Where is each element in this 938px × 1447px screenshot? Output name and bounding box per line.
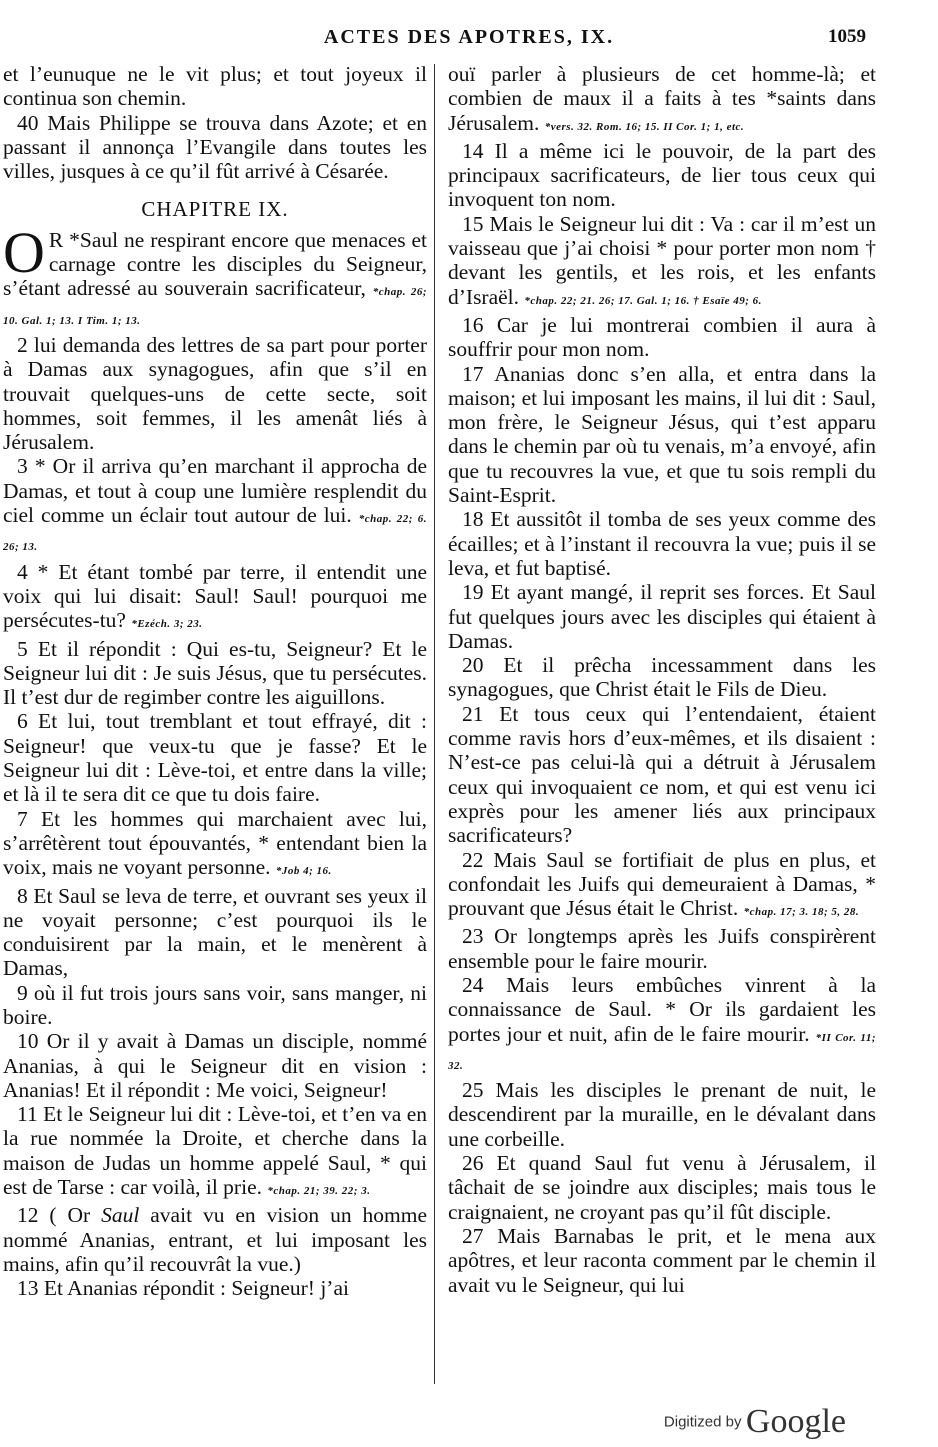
cross-reference: *Ezéch. 3; 23.	[131, 618, 203, 631]
verse-4	[3, 560, 427, 637]
verse-11	[3, 1102, 427, 1203]
cross-reference: *II Cor. 11; 32.	[448, 1031, 876, 1072]
verse-10: 10 Or il y avait à Damas un disciple, nommé Ananias, à qui le Seigneur dit en vision : Ananias! Et il répondit : Me voici, Seigneur!	[3, 1029, 427, 1102]
verse-20: 20 Et il prêcha incessamment dans les synagogues, que Christ était le Fils de Dieu.	[448, 653, 876, 702]
verse-12-rest: avait vu en vision un homme nommé Ananias, entrant, et lui imposant les mains, afin qu’il recouvrât la vue.)	[3, 1203, 427, 1276]
verse-1	[3, 219, 427, 333]
verse-26: 26 Et quand Saul fut venu à Jérusalem, il tâchait de se joindre aux disciples; mais tous le craignaient, ne croyant pas qu’il fût disciple.	[448, 1151, 876, 1224]
verse-22-text: 22 Mais Saul se fortifiait de plus en plus, et confondait les Juifs qui demeuraient à Damas, * prouvant que Jésus était le Christ.	[448, 847, 876, 921]
cross-reference: *chap. 22; 21. 26; 17. Gal. 1; 16. † Esaïe 49; 6.	[524, 294, 762, 307]
verse-13-cont-text: ouï parler à plusieurs de cet homme-là; et combien de maux il a faits à tes *saints dans Jérusalem.	[448, 62, 876, 135]
page-header	[0, 26, 938, 54]
verse-12-italic: Saul	[101, 1203, 140, 1228]
verse-8: 8 Et Saul se leva de terre, et ouvrant ses yeux il ne voyait personne; c’est pourquoi ils le conduisirent par la main, et le menèrent à Damas,	[3, 883, 427, 981]
verse-19: 19 Et ayant mangé, il reprit ses forces. Et Saul fut quelques jours avec les disciples qui étaient à Damas.	[448, 580, 876, 653]
verse-7-text: 7 Et les hommes qui marchaient avec lui, s’arrêtèrent tout épouvantés, * entendant bien la voix, mais ne voyant personne.	[3, 806, 427, 880]
verse-14: 14 Il a même ici le pouvoir, de la part des principaux sacrificateurs, de lier tous ceux qui invoquent ton nom.	[448, 138, 876, 212]
verse-11-text: 11 Et le Seigneur lui dit : Lève-toi, et t’en va en la rue nommée la Droite, et cherche dans la maison de Judas un homme appelé Saul, * qui est de Tarse : car voilà, il prie.	[3, 1102, 427, 1200]
verse-7	[3, 807, 427, 884]
verse-5: 5 Et il répondit : Qui es-tu, Seigneur? Et le Seigneur lui dit : Je suis Jésus, que tu persécutes. Il t’est dur de regimber contre les aiguillons.	[3, 636, 427, 710]
verse-13: 13 Et Ananias répondit : Seigneur! j’ai	[17, 1276, 349, 1301]
verse-23: 23 Or longtemps après les Juifs conspirèrent ensemble pour le faire mourir.	[448, 924, 876, 973]
cross-reference: *vers. 32. Rom. 16; 15. II Cor. 1; 1, etc.	[544, 120, 745, 133]
verse-4-text: 4 * Et étant tombé par terre, il entendit une voix qui lui disait: Saul! Saul! pourquoi me persécutes-tu?	[3, 559, 427, 633]
chapter-heading: CHAPITRE IX.	[141, 197, 289, 222]
page-number: 1059	[828, 26, 866, 47]
drop-cap: O	[3, 219, 45, 285]
cross-reference: *chap. 21; 39. 22; 3.	[267, 1185, 371, 1198]
verse-40: 40 Mais Philippe se trouva dans Azote; et en passant il annonça l’Evangile dans toutes les villes, jusques à ce qu’il fût arrivé à Césarée.	[3, 110, 427, 184]
verse-12	[3, 1203, 427, 1276]
verse-27: 27 Mais Barnabas le prit, et le mena aux apôtres, et leur raconta comment par le chemin il avait vu le Seigneur, qui lui	[448, 1223, 876, 1297]
google-logo: Google	[745, 1403, 846, 1440]
verse-18: 18 Et aussitôt il tomba de ses yeux comme des écailles; et à l’instant il recouvra la vue; puis il se leva, et fut baptisé.	[448, 507, 876, 580]
watermark-prefix: Digitized by	[663, 1413, 742, 1431]
verse-22	[448, 848, 876, 925]
verse-17: 17 Ananias donc s’en alla, et entra dans la maison; et lui imposant les mains, il lui dit : Saul, mon frère, le Seigneur Jésus, qui t’est apparu dans le chemin par où tu venais, m’a envoyé, afin que tu recouvres la vue, et que tu sois rempli du Saint-Esprit.	[448, 361, 876, 508]
verse-3	[3, 454, 427, 559]
digitized-watermark	[664, 1403, 846, 1441]
running-title: ACTES DES APOTRES, IX.	[323, 26, 615, 48]
paragraph: et l’eunuque ne le vit plus; et tout joyeux il continua son chemin.	[3, 62, 427, 111]
cross-reference: *chap. 17; 3. 18; 5, 28.	[743, 906, 860, 919]
cross-reference: *chap. 26; 10. Gal. 1; 13. I Tim. 1; 13.	[3, 286, 427, 327]
verse-6: 6 Et lui, tout tremblant et tout effrayé, dit : Seigneur! que veux-tu que je fasse? Et le Seigneur lui dit : Lève-toi, et entre dans la ville; et là il te sera dit ce que tu dois faire.	[3, 709, 427, 807]
verse-3-text: 3 * Or il arriva qu’en marchant il approcha de Damas, et tout à coup une lumière resplendit du ciel comme un éclair tout autour de lui.	[3, 454, 427, 528]
verse-2: 2 lui demanda des lettres de sa part pour porter à Damas aux synagogues, afin que s’il en trouvait quelques-uns de cette secte, soit hommes, soit femmes, il les amenât liés à Jérusalem.	[3, 332, 427, 455]
verse-21: 21 Et tous ceux qui l’entendaient, étaient comme ravis hors d’eux-mêmes, et ils disaient : N’est-ce pas celui-là qui a détruit à Jérusalem ceux qui invoquaient ce nom, et qui est venu ici exprès pour les amener liés aux principaux sacrificateurs?	[448, 701, 876, 848]
verse-1-text: R *Saul ne respirant encore que menaces et carnage contre les disciples du Seigneur, s’étant adressé au souverain sacrificateur,	[3, 227, 427, 301]
cross-reference: *chap. 22; 6. 26; 13.	[3, 513, 427, 554]
left-column	[3, 62, 427, 1392]
verse-24	[448, 973, 876, 1078]
right-column	[448, 62, 876, 1392]
verse-15-text: 15 Mais le Seigneur lui dit : Va : car il m’est un vaisseau que j’ai choisi * pour porter mon nom † devant les gentils, et les rois, et les enfants d’Israël.	[448, 211, 876, 309]
verse-25: 25 Mais les disciples le prenant de nuit, le descendirent par la muraille, en le dévalant dans une corbeille.	[448, 1078, 876, 1151]
cross-reference: *Job 4; 16.	[275, 865, 332, 878]
verse-12-start: 12 ( Or	[17, 1203, 102, 1228]
verse-9: 9 où il fut trois jours sans voir, sans manger, ni boire.	[3, 980, 427, 1029]
verse-16: 16 Car je lui montrerai combien il aura à souffrir pour mon nom.	[448, 312, 876, 362]
verse-15	[448, 212, 876, 313]
verse-24-text: 24 Mais leurs embûches vinrent à la connaissance de Saul. * Or ils gardaient les portes jour et nuit, afin de le faire mourir.	[448, 972, 876, 1046]
column-divider	[434, 64, 435, 1384]
verse-13-continued	[448, 62, 876, 139]
